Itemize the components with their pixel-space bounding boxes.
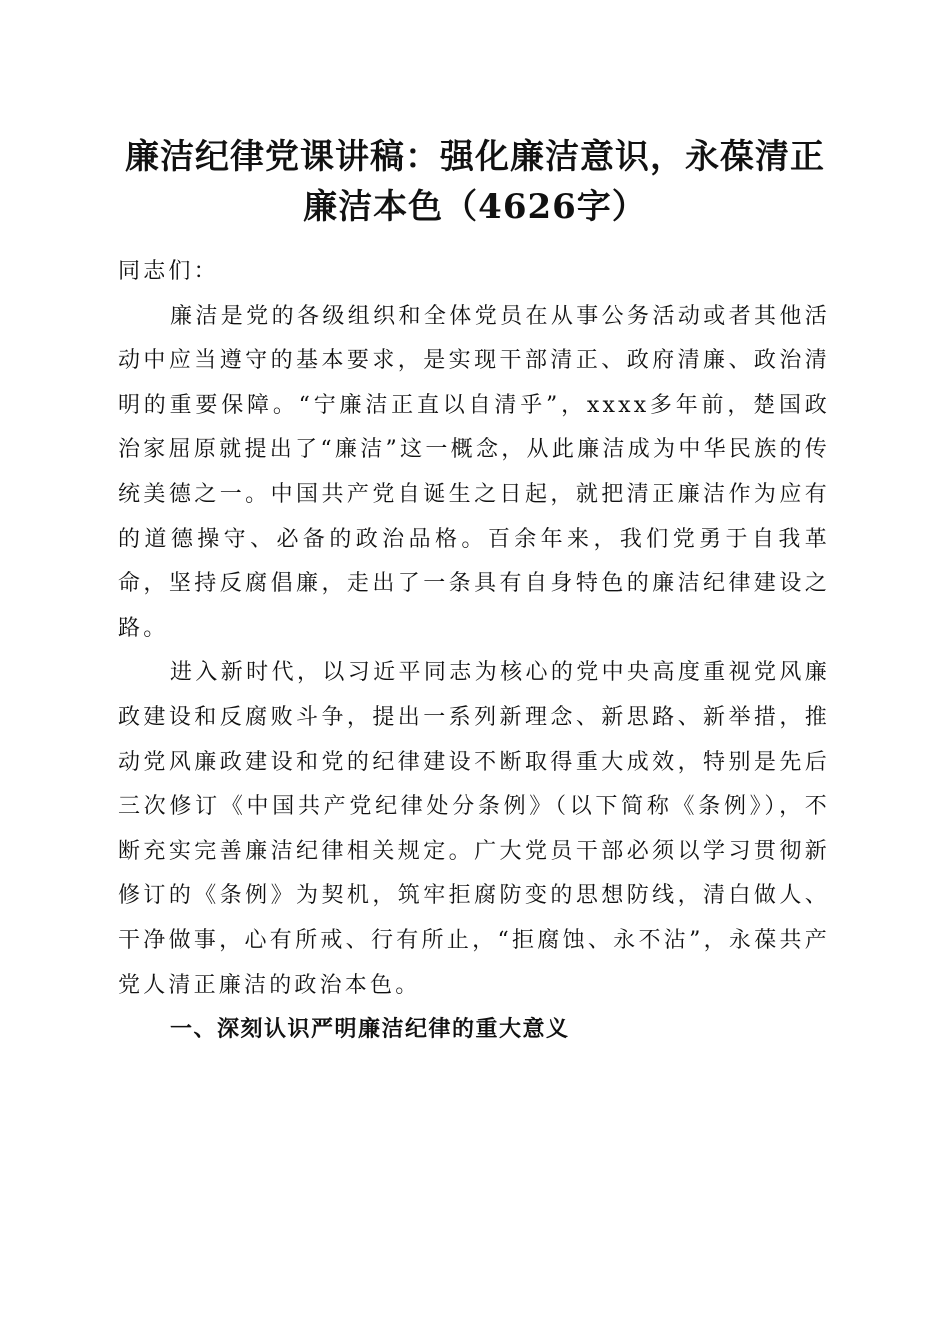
title-line-1: 廉洁纪律党课讲稿：强化廉洁意识，永葆清正 bbox=[125, 137, 825, 177]
paragraph-2: 进入新时代，以习近平同志为核心的党中央高度重视党风廉政建设和反腐败斗争，提出一系列新理念、新思路、新举措，推动党风廉政建设和党的纪律建设不断取得重大成效，特别是先后三次修订《中国共产党纪律处分条例》（以下简称《条例》），不断充实完善廉洁纪律相关规定。广大党员干部必须以学习贯彻新修订的《条例》为契机，筑牢拒腐防变的思想防线，清白做人、干净做事，心有所戒、行有所止，“拒腐蚀、永不沾”，永葆共产党人清正廉洁的政治本色。 bbox=[118, 660, 830, 998]
title-line-2: 廉洁本色（4626字） bbox=[303, 187, 647, 227]
paragraph-1: 廉洁是党的各级组织和全体党员在从事公务活动或者其他活动中应当遵守的基本要求，是实现干部清正、政府清廉、政治清明的重要保障。“宁廉洁正直以自清乎”，xxxx多年前，楚国政治家屈原就提出了“廉洁”这一概念，从此廉洁成为中华民族的传统美德之一。中国共产党自诞生之日起，就把清正廉洁作为应有的道德操守、必备的政治品格。百余年来，我们党勇于自我革命，坚持反腐倡廉，走出了一条具有自身特色的廉洁纪律建设之路。 bbox=[118, 303, 830, 641]
section-heading: 一、深刻认识严明廉洁纪律的重大意义 bbox=[170, 1017, 570, 1043]
document-title bbox=[110, 132, 840, 232]
document-body bbox=[118, 250, 830, 1053]
salutation: 同志们： bbox=[118, 259, 219, 284]
